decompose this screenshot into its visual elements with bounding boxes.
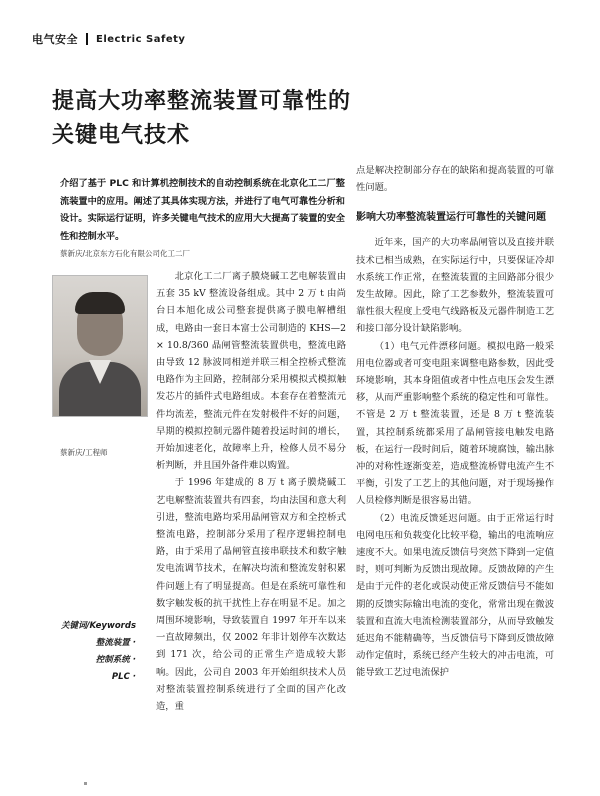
body-column-2 <box>356 162 554 682</box>
body-paragraph: 北京化工二厂离子膜烧碱工艺电解装置由五套 35 kV 整流设备组成。其中 2 万 t 由尚台日本旭化成公司整套提供离子膜电解槽组成，电路由一套日本富士公司制造的 KHS—2 × 10.8/360 晶闸管整流装置供电，整流电路由导致 12 脉波同相逆并联三相全控桥式整流电路作为主回路，控制部分采用模拟式模拟触发芯片的插件式电路组成。本套存在着整流元件均流差，整流元件在发射极件不好的问题，早期的模拟控制元器件随着投运时间的增长，开始加速老化，故障率上升，检修人员不易分析判断，并且国外备件难以购置。 <box>156 271 346 472</box>
section-heading: 影响大功率整流装置运行可靠性的关键问题 <box>356 212 546 224</box>
title-line-2: 关键电气技术 <box>52 122 191 148</box>
title-line-1: 提高大功率整流装置可靠性的 <box>52 88 352 114</box>
body-column-1 <box>156 268 346 715</box>
keyword-item: 整流装置 · <box>95 638 136 648</box>
body-paragraph: 于 1996 年建成的 8 万 t 离子膜烧碱工艺电解整流装置共有四套，均由法国和意大利引进，整流电路均采用晶闸管双方和全控桥式整流电路，控制部分采用了程序逻辑控制电路，由于采用了晶闸管直接串联技术和数字触发电流调节技术，在解决均流和整流发射积累件问题上有了明显提高。但是在系统可靠性和数字触发板的抗干扰性上存在明显不足。加之周围环境影响，导致装置自 1997 年开车以来一直故障频出，仅 2002 年非计划停车次数达到 171 次，给公司的正常生产造成较大影响。因此，公司自 2003 年开始组织技术人员对整流装置控制系统进行了全面的国产化改造，重 <box>156 477 346 713</box>
keywords-block <box>40 618 136 686</box>
header-divider <box>86 33 88 45</box>
author-affiliation: 蔡新庆/北京东方石化有限公司化工二厂 <box>60 249 191 258</box>
body-paragraph: （2）电流反馈延迟问题。由于正常运行时电网电压和负载变化比较平稳，输出的电流响应速度不大。如果电流反馈信号突然下降到一定值时，则可判断为反馈出现故障。反馈故障的产生是由于元件的老化或误动使正常反馈信号不能如期的反馈实际输出电流的变化，常常出现在微波装置和直流大电流检测装置部分，从而导致触发延迟角不能精确等，当反馈信号下降到反馈故障动作定值时，系统已经产生较大的冲击电流，可能导致工艺过电流保护 <box>356 512 554 679</box>
keyword-item: 控制系统 · <box>95 655 136 665</box>
keywords-label: 关键词/Keywords <box>60 621 136 631</box>
section-name-cn: 电气安全 <box>32 33 78 46</box>
section-name-en: Electric Safety <box>96 33 186 45</box>
body-paragraph-continued: 点是解决控制部分存在的缺陷和提高装置的可靠性问题。 <box>356 165 554 194</box>
body-paragraph: （1）电气元件漂移问题。模拟电路一般采用电位器或者可变电阻来调整电路参数，因此受环境影响，其本身阻值或者中性点电压会发生漂移，从而严重影响整个系统的稳定性和可靠性。不管是 2 万 t 整流装置，还是 8 万 t 整流装置，其控制系统都采用了晶闸管接电触发电路板，在运行一段时间后，随着环境腐蚀，输出脉冲的对称性逐渐变差，造成整流桥臂电流产生不平衡，引发了工艺上的其他问题，对于现场操作人员检修判断是很容易出错。 <box>356 340 554 507</box>
article-abstract: 介绍了基于 PLC 和计算机控制技术的自动控制系统在北京化工二厂整流装置中的应用。阐述了其具体实现方法，并进行了电气可靠性分析和设计。实际运行证明，许多关键电气技术的应用大大提高了装置的安全性和控制水平。 <box>60 178 345 242</box>
author-photo <box>52 275 148 417</box>
section-header <box>32 30 185 48</box>
body-paragraph: 近年来，国产的大功率晶闸管以及直接并联技术已相当成熟，在实际运行中，只要保证冷却水系统工作正常，在整流装置的主回路部分很少发生故障。因此，除了工艺参数外，整流装置可靠性很大程度上受电气线路板及元器件制造工艺和接口部分设计缺陷影响。 <box>356 237 554 335</box>
photo-caption: 蔡新庆/工程师 <box>60 448 108 457</box>
page-mark <box>84 782 87 785</box>
article-title <box>52 84 572 152</box>
keyword-item: PLC · <box>111 672 136 682</box>
